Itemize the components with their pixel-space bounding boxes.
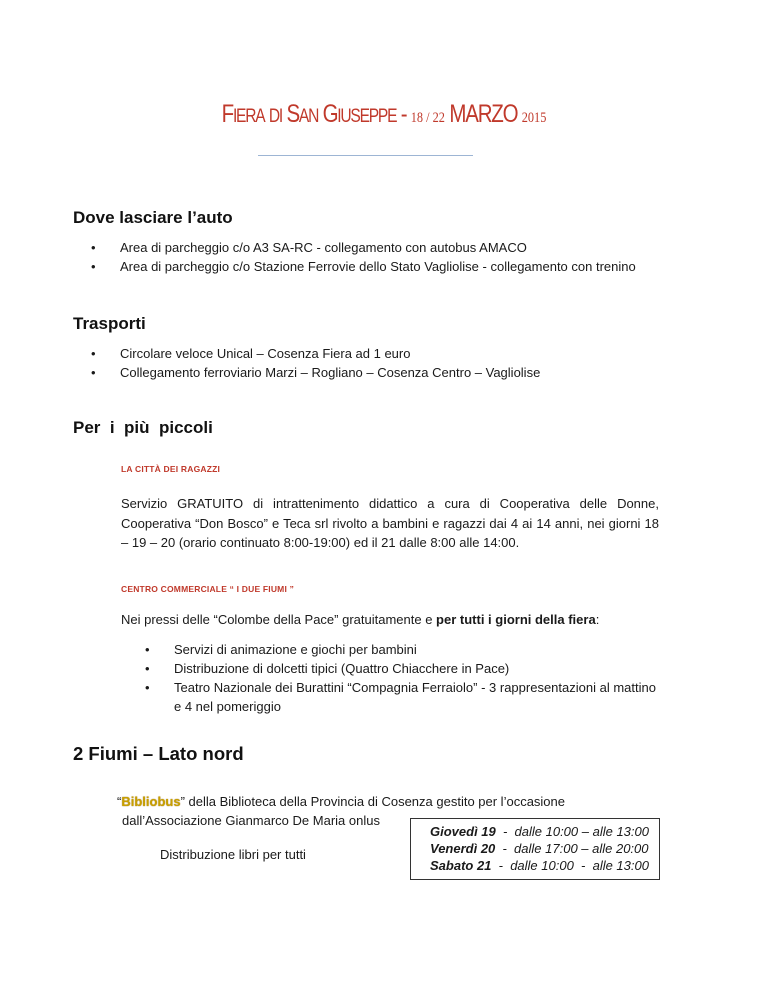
centro-list [145,640,663,716]
parking-list [91,238,636,276]
citta-ragazzi-text: Servizio GRATUITO di intrattenimento didattico a cura di Cooperativa delle Donne, Cooperativa “Don Bosco” e Teca srl rivolto a bambini e ragazzi dai 4 ai 14 anni, nei giorni 18 – 19 – 20 (orario continuato 8:00-19:00) ed il 21 dalle 8:00 alle 14:00. [121,496,659,550]
transport-list [91,344,540,382]
bibliobus-line: “Bibliobus” della Biblioteca della Provincia di Cosenza gestito per l’occasione [117,794,565,809]
centro-intro: Nei pressi delle “Colombe della Pace” gratuitamente e per tutti i giorni della fiera: [121,612,600,627]
schedule-row: Giovedì 19 - dalle 10:00 – alle 13:00 [430,824,649,839]
title-text: FIERA DI SAN GIUSEPPE - 18 / 22 MARZO 2015 [221,100,547,128]
list-item: • Distribuzione di dolcetti tipici (Quattro Chiacchere in Pace) [145,659,663,678]
heading-kids: Per i più piccoli [73,418,213,437]
list-item: • Servizi di animazione e giochi per bambini [145,640,663,659]
subhead-centro-commerciale: CENTRO COMMERCIALE “ I DUE FIUMI ” [121,584,295,594]
list-item: • Teatro Nazionale dei Burattini “Compagnia Ferraiolo” - 3 rappresentazioni al mattino e 4 nel pomeriggio [145,678,663,716]
heading-transport: Trasporti [73,314,146,333]
list-item: • Area di parcheggio c/o Stazione Ferrovie dello Stato Vagliolise - collegamento con trenino [91,257,636,276]
list-item: • Circolare veloce Unical – Cosenza Fiera ad 1 euro [91,344,540,363]
heading-due-fiumi: 2 Fiumi – Lato nord [73,743,244,764]
schedule-row: Venerdì 20 - dalle 17:00 – alle 20:00 [430,841,649,856]
heading-parking: Dove lasciare l’auto [73,208,233,227]
association-line: dall’Associazione Gianmarco De Maria onlus [122,813,380,828]
subhead-citta-ragazzi: LA CITTÀ DEI RAGAZZI [121,464,221,474]
bibliobus-logo: Bibliobus [121,794,181,809]
list-item: • Collegamento ferroviario Marzi – Rogliano – Cosenza Centro – Vagliolise [91,363,540,382]
schedule-box [410,818,660,880]
distribution-text: Distribuzione libri per tutti [160,847,306,862]
title-underline [258,155,473,156]
list-item: • Area di parcheggio c/o A3 SA-RC - collegamento con autobus AMACO [91,238,636,257]
schedule-row: Sabato 21 - dalle 10:00 - alle 13:00 [430,858,649,873]
page-title [0,100,768,129]
